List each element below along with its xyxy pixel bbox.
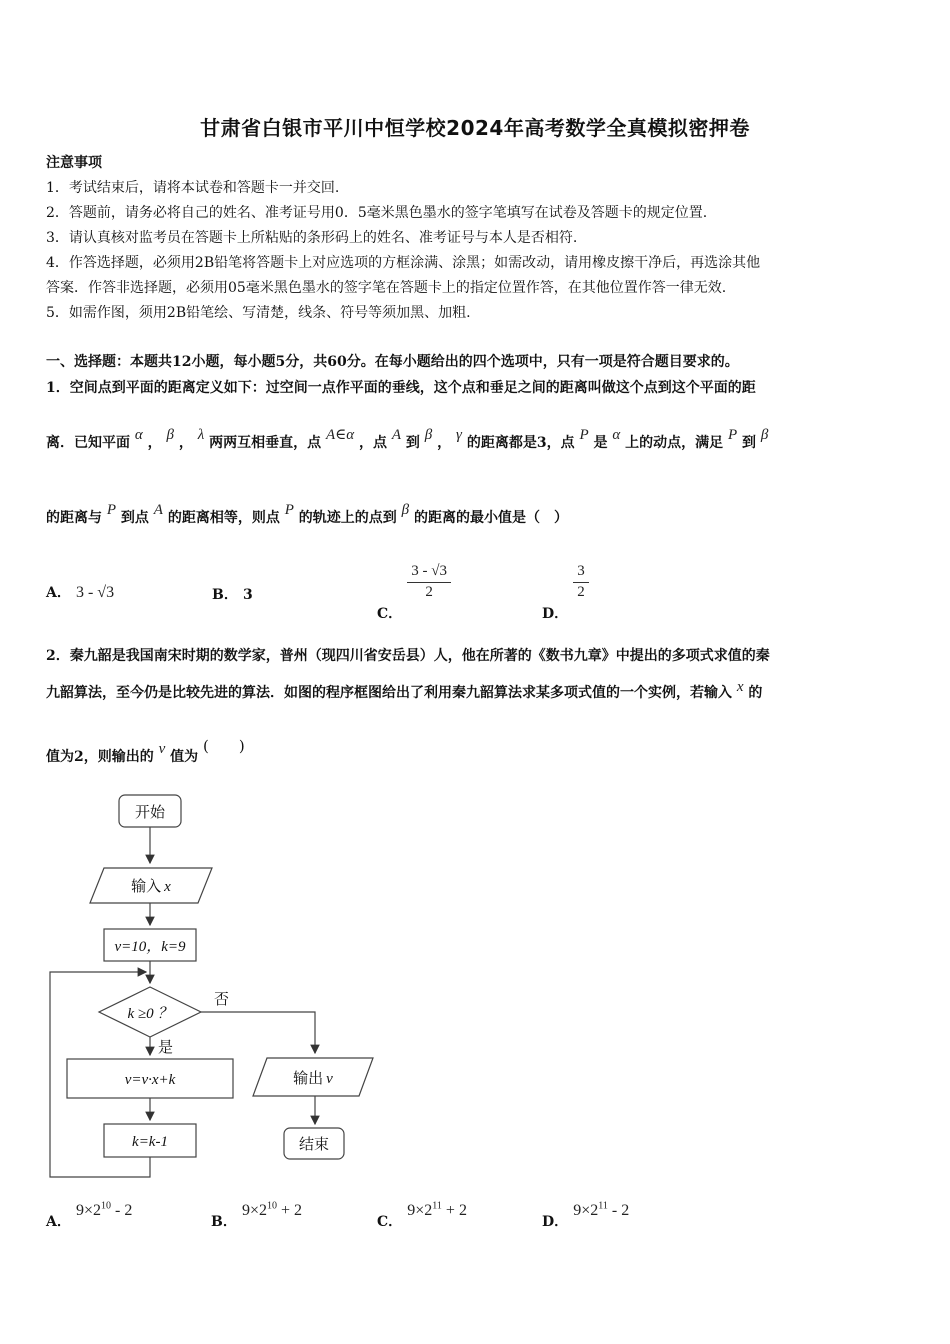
notice-item: 1．考试结束后，请将本试卷和答题卡一并交回. (46, 180, 340, 196)
lambda-symbol: λ (197, 427, 205, 443)
flow-no-label: 否 (214, 990, 230, 1008)
flow-output-label: 输出 v (293, 1069, 333, 1087)
q1-line3: 的距离与 P 到点 A 的距离相等，则点 P 的轨迹上的点到 β 的距离的最小值是（ ） (46, 502, 568, 526)
fraction: $\frac{3}{2}$ (573, 562, 589, 602)
fraction: $\frac{3 - √3}{2}$ (407, 562, 451, 602)
q2-option-c[interactable]: C． $9\times 2^{11} + 2$ (377, 1200, 467, 1230)
q2-option-b[interactable]: B． $9\times 2^{10} + 2$ (211, 1200, 302, 1230)
q2-line3: 值为2，则输出的 v 值为 ( ) (46, 737, 245, 765)
flow-start-label: 开始 (134, 803, 166, 821)
flow-update-v-label: v=v·x+k (124, 1072, 176, 1088)
q2-line2: 九韶算法，至今仍是比较先进的算法．如图的程序框图给出了利用秦九韶算法求某多项式值的一个实例，若输入 x 的 (46, 679, 763, 701)
flow-input-label: 输入 x (131, 877, 171, 895)
beta-symbol: β (166, 427, 174, 443)
q1-option-a[interactable]: A． 3 - √3 (46, 584, 115, 601)
q1-line1: 1．空间点到平面的距离定义如下：过空间一点作平面的垂线，这个点和垂足之间的距离叫做这个点到这个平面的距 (46, 380, 756, 396)
notice-item: 答案．作答非选择题，必须用05毫米黑色墨水的签字笔在答题卡上的指定位置作答，在其他位置作答一律无效. (46, 280, 727, 296)
flow-update-k-label: k=k-1 (132, 1134, 168, 1150)
notice-item: 2．答题前，请务必将自己的姓名、准考证号用0．5毫米黑色墨水的签字笔填写在试卷及答题卡的规定位置. (46, 205, 708, 221)
q2-line1: 2．秦九韶是我国南宋时期的数学家，普州（现四川省安岳县）人，他在所著的《数书九章》中提出的多项式求值的秦 (46, 648, 770, 664)
flow-yes-label: 是 (158, 1038, 174, 1056)
q2-option-d[interactable]: D． $9\times 2^{11} - 2$ (542, 1200, 630, 1230)
flow-init-label: v=10，k=9 (114, 939, 186, 955)
notice-item: 4．作答选择题，必须用2B铅笔将答题卡上对应选项的方框涂满、涂黑；如需改动，请用橡皮擦干净后，再选涂其他 (46, 255, 761, 271)
notice-heading: 注意事项 (46, 155, 102, 171)
flow-end-label: 结束 (298, 1135, 330, 1153)
page-title: 甘肃省白银市平川中恒学校2024年高考数学全真模拟密押卷 (200, 116, 750, 140)
section-heading: 一、选择题：本题共12小题，每小题5分，共60分。在每小题给出的四个选项中，只有一项是符合题目要求的。 (46, 354, 739, 370)
alpha-symbol: α (134, 427, 143, 443)
q1-option-b[interactable]: B． 3 (212, 587, 253, 603)
q1-option-d[interactable]: D． $\frac{3}{2}$ (542, 562, 589, 602)
a-in-alpha: A∈α (325, 427, 355, 443)
q2-option-a[interactable]: A． $9\times 2^{10} - 2$ (46, 1200, 133, 1230)
q1-option-c[interactable]: C． $\frac{3 - √3}{2}$ (377, 562, 451, 602)
notice-item: 5．如需作图，须用2B铅笔绘、写清楚，线条、符号等须加黑、加粗. (46, 305, 471, 321)
flow-condition-label: k ≥0 ？ (127, 1006, 173, 1022)
gamma-symbol: γ (456, 427, 462, 443)
notice-item: 3．请认真核对监考员在答题卡上所粘贴的条形码上的姓名、准考证号与本人是否相符. (46, 230, 578, 246)
q1-line2: 离．已知平面 α ， β ， λ 两两互相垂直，点 A∈α ，点 A 到 β ， γ 的距离都是3，点 P 是 α 上的动点，满足 P 到 β (46, 427, 769, 451)
